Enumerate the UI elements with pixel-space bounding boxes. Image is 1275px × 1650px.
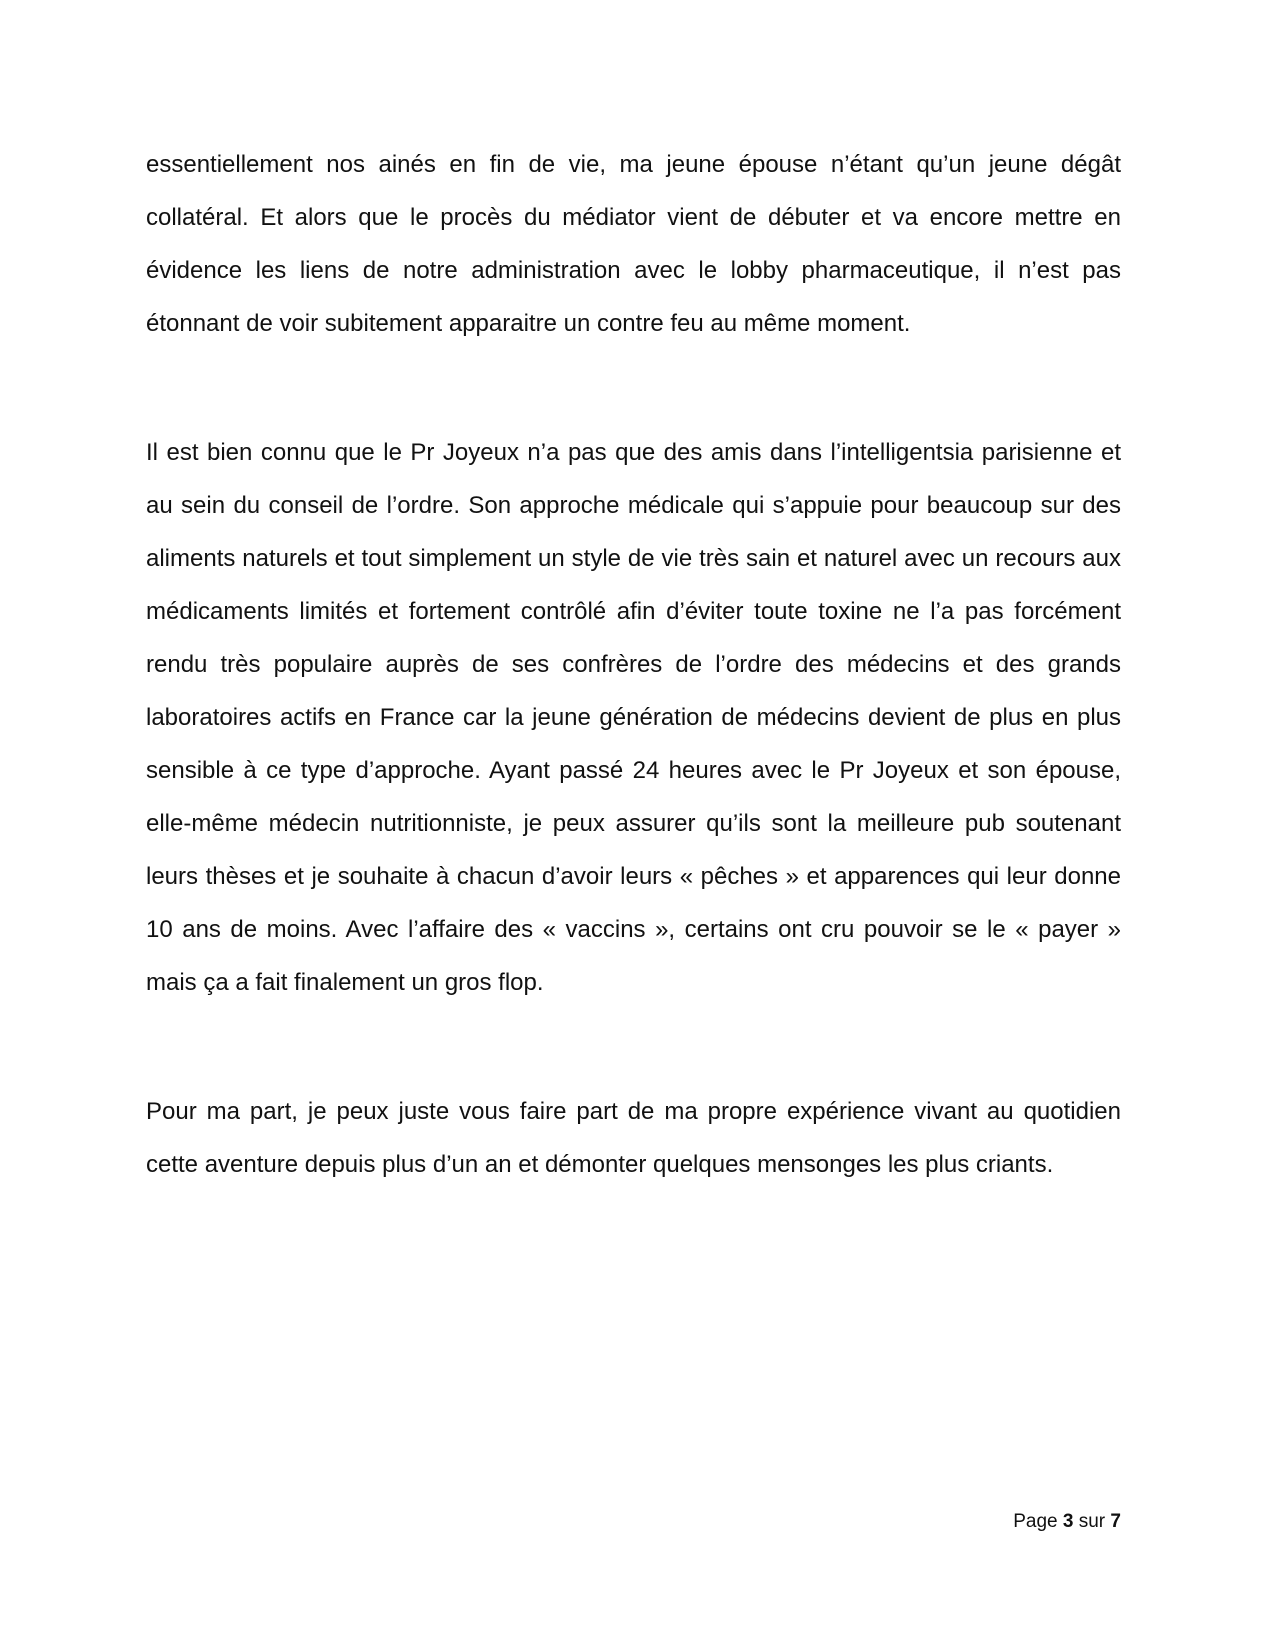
current-page-number: 3 (1062, 1511, 1074, 1532)
page-label: Page (1013, 1511, 1058, 1532)
body-text (146, 138, 1121, 1191)
paragraph-2: Il est bien connu que le Pr Joyeux n’a pas que des amis dans l’intelligentsia parisienne et au sein du conseil de l’ordre. Son approche médicale qui s’appuie pour beaucoup sur des aliments naturels et tout simplement un style de vie très sain et naturel avec un recours aux médicaments limités et fortement contrôlé afin d’éviter toute toxine ne l’a pas forcément rendu très populaire auprès de ses confrères de l’ordre des médecins et des grands laboratoires actifs en France car la jeune génération de médecins devient de plus en plus sensible à ce type d’approche. Ayant passé 24 heures avec le Pr Joyeux et son épouse, elle-même médecin nutritionniste, je peux assurer qu’ils sont la meilleure pub soutenant leurs thèses et je souhaite à chacun d’avoir leurs « pêches » et apparences qui leur donne 10 ans de moins. Avec l’affaire des « vaccins », certains ont cru pouvoir se le « payer » mais ça a fait finalement un gros flop. (146, 439, 1121, 996)
paragraph-1: essentiellement nos ainés en fin de vie, ma jeune épouse n’étant qu’un jeune dégât collatéral. Et alors que le procès du médiator vient de débuter et va encore mettre en évidence les liens de notre administration avec le lobby pharmaceutique, il n’est pas étonnant de voir subitement apparaitre un contre feu au même moment. (146, 151, 1121, 337)
page-footer (900, 1510, 1121, 1534)
total-pages-number: 7 (1110, 1511, 1121, 1532)
page-separator: sur (1078, 1511, 1106, 1532)
paragraph-3: Pour ma part, je peux juste vous faire part de ma propre expérience vivant au quotidien cette aventure depuis plus d’un an et démonter quelques mensonges les plus criants. (146, 1098, 1121, 1178)
